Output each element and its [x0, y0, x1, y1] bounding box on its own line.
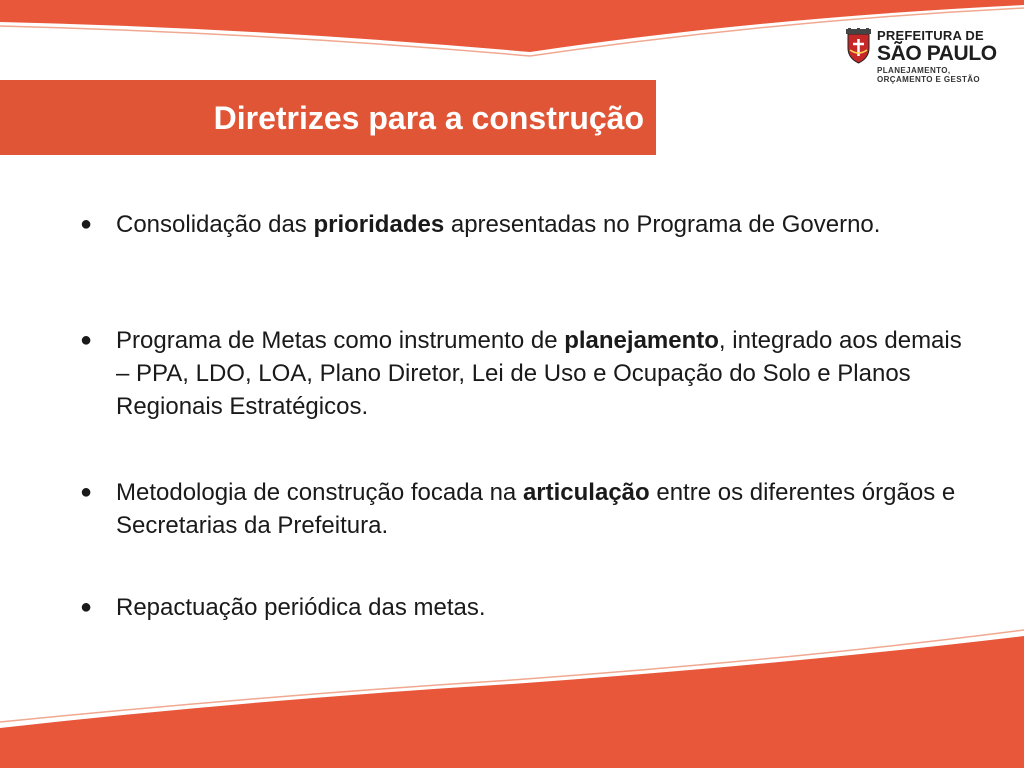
logo-text-line1: PREFEITURA DE: [877, 28, 984, 43]
list-item-text: Repactuação periódica das metas.: [116, 594, 486, 621]
title-bar: [0, 80, 656, 155]
list-item-text: Metodologia de construção focada na articulação entre os diferentes órgãos e Secretarias da Prefeitura.: [116, 479, 956, 539]
bullet-dot: ●: [80, 213, 93, 235]
bullet-dot: ●: [80, 329, 93, 351]
list-item-text: Programa de Metas como instrumento de planejamento, integrado aos demais – PPA, LDO, LOA, Plano Diretor, Lei de Uso e Ocupação do Solo e Planos Regionais Estratégicos.: [116, 327, 962, 420]
coat-of-arms-icon: [845, 28, 872, 64]
logo-text-line3: PLANEJAMENTO,: [877, 66, 951, 75]
page-title: Diretrizes para a construção: [213, 100, 644, 136]
list-item-text: Consolidação das prioridades apresentadas no Programa de Governo.: [116, 211, 881, 238]
bullet-dot: ●: [80, 481, 93, 503]
prefeitura-logo: [845, 26, 995, 90]
logo-text-line4: ORÇAMENTO E GESTÃO: [877, 75, 981, 84]
logo-text-line2: SÃO PAULO: [877, 42, 997, 65]
bullet-dot: ●: [80, 596, 93, 618]
